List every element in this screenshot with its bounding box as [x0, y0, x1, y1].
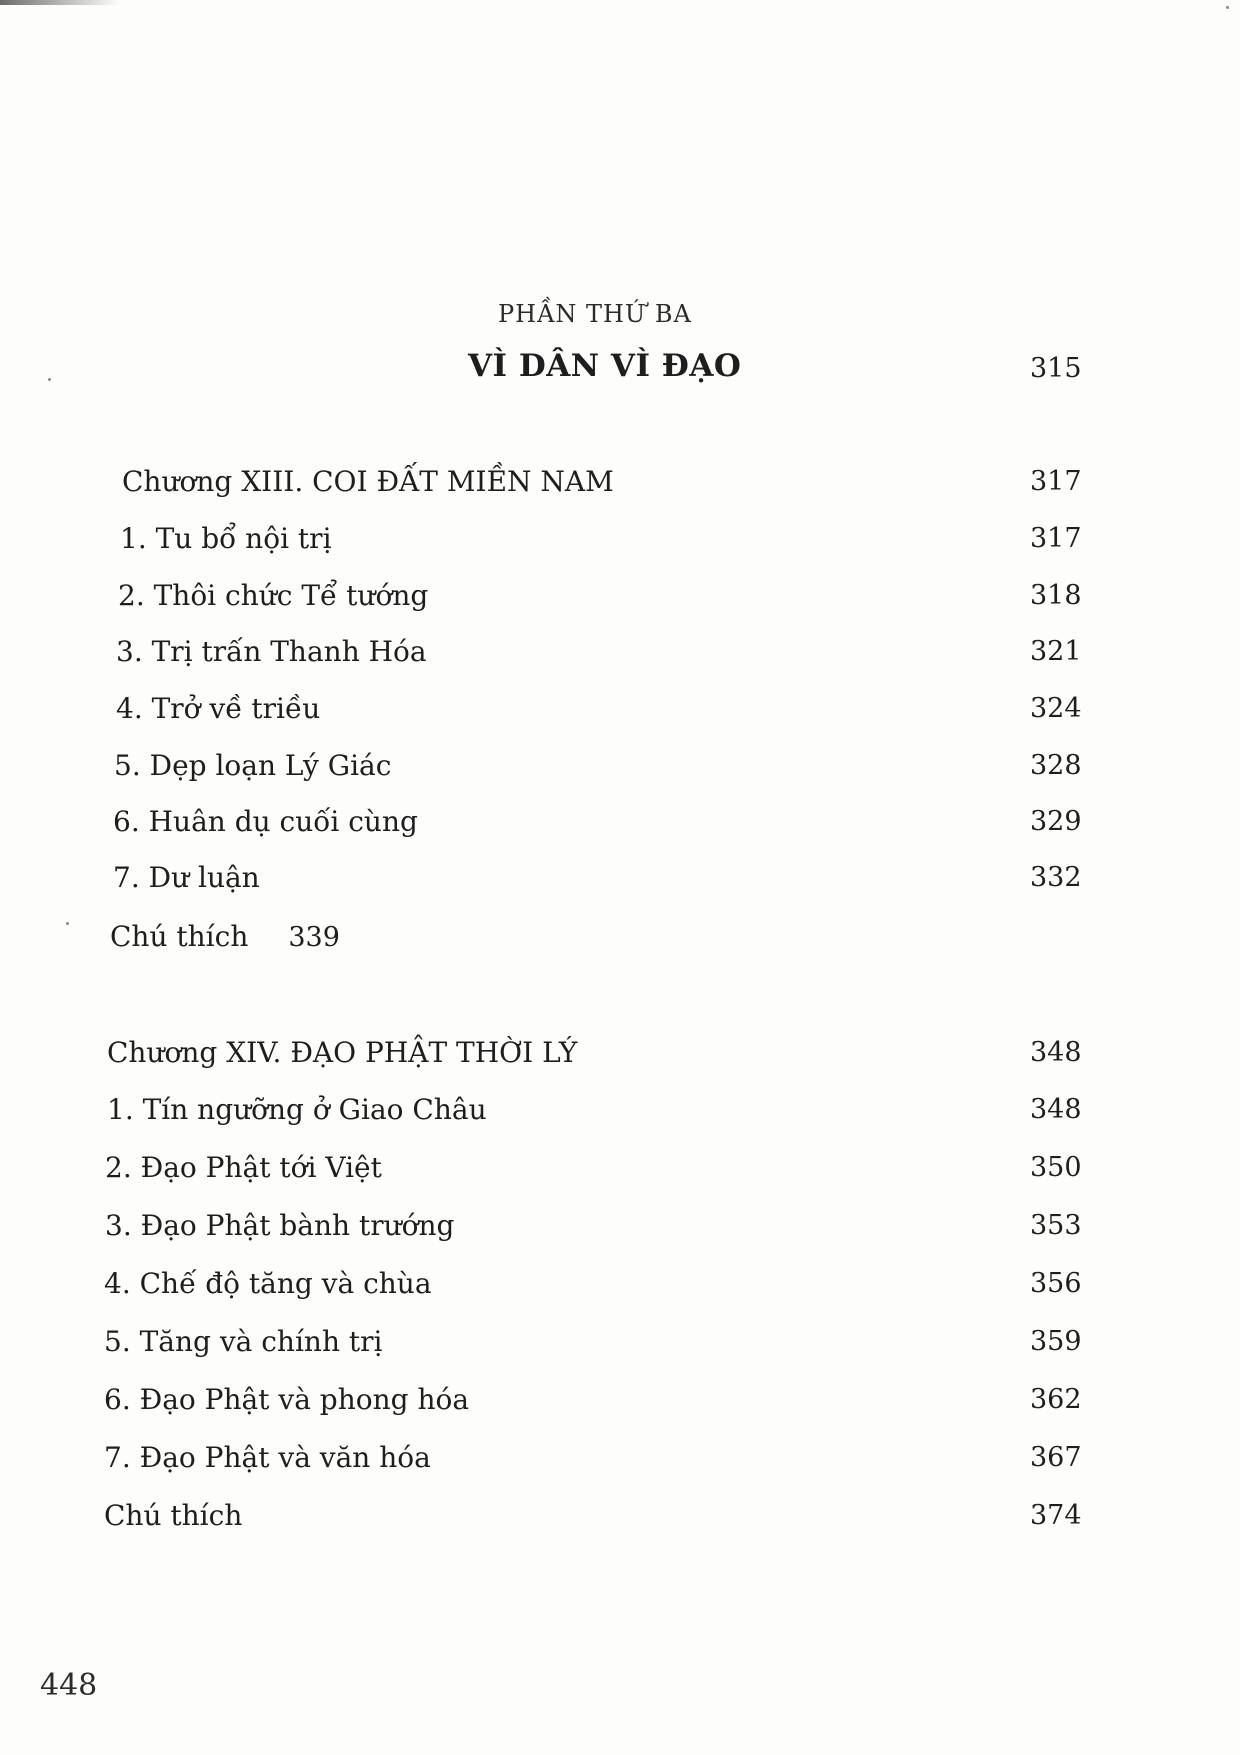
- toc-notes-label: Chú thích: [104, 1499, 243, 1532]
- page-number: 448: [40, 1668, 98, 1703]
- toc-entry-page: 350: [1030, 1152, 1082, 1183]
- toc-entry-page: 328: [1030, 750, 1082, 781]
- toc-entry: [113, 858, 1082, 898]
- toc-entry-page: 317: [1030, 523, 1082, 554]
- toc-entry-page: 359: [1030, 1326, 1082, 1357]
- toc-notes-page: 374: [1030, 1500, 1082, 1531]
- toc-entry-label: 4. Trở về triều: [116, 692, 321, 725]
- scan-edge-mark: [0, 0, 120, 5]
- chapter-title: Chương XIV. ĐẠO PHẬT THỜI LÝ: [107, 1036, 578, 1069]
- toc-entry-page: 362: [1030, 1384, 1082, 1415]
- toc-entry-label: 6. Huân dụ cuối cùng: [113, 805, 418, 838]
- toc-entry: [104, 1264, 1082, 1304]
- scan-speck: [48, 378, 51, 381]
- toc-entry: [120, 519, 1082, 559]
- chapter-title-row: [122, 462, 1082, 502]
- chapter-title-row: [107, 1033, 1082, 1073]
- toc-entry-page: 321: [1030, 636, 1082, 667]
- toc-entry-label: 6. Đạo Phật và phong hóa: [104, 1383, 470, 1416]
- toc-entry: [105, 1206, 1082, 1246]
- toc-entry-page: 356: [1030, 1268, 1082, 1299]
- toc-entry-label: 7. Đạo Phật và văn hóa: [104, 1441, 431, 1474]
- toc-entry-page: 318: [1030, 580, 1082, 611]
- part-label: PHẦN THỨ BA: [498, 300, 692, 328]
- toc-notes-entry: [104, 1496, 1082, 1536]
- toc-entry-label: 7. Dư luận: [113, 861, 260, 894]
- toc-entry-label: 5. Dẹp loạn Lý Giác: [114, 749, 392, 782]
- scan-speck: [66, 922, 69, 925]
- chapter-title: Chương XIII. COI ĐẤT MIỀN NAM: [122, 465, 614, 498]
- toc-entry-page: 367: [1030, 1442, 1082, 1473]
- part-page-number: 315: [1030, 353, 1082, 384]
- toc-entry: [104, 1380, 1082, 1420]
- toc-entry-label: 1. Tín ngưỡng ở Giao Châu: [107, 1093, 487, 1126]
- toc-entry: [116, 632, 1082, 672]
- toc-entry: [118, 576, 1082, 616]
- chapter-page-number: 348: [1030, 1037, 1082, 1068]
- toc-entry-label: 3. Đạo Phật bành trướng: [105, 1209, 455, 1242]
- toc-entry: [113, 802, 1082, 842]
- toc-entry: [104, 1438, 1082, 1478]
- toc-entry: [104, 1322, 1082, 1362]
- toc-entry-label: 1. Tu bổ nội trị: [120, 522, 332, 555]
- toc-entry-page: 348: [1030, 1094, 1082, 1125]
- scan-speck: [1226, 6, 1229, 9]
- toc-entry-label: 2. Thôi chức Tể tướng: [118, 579, 429, 612]
- toc-entry: [107, 1090, 1082, 1130]
- toc-entry-page: 324: [1030, 693, 1082, 724]
- part-title: VÌ DÂN VÌ ĐẠO: [468, 348, 742, 384]
- toc-notes-page: 339: [288, 922, 340, 953]
- toc-entry: [114, 746, 1082, 786]
- toc-entry-page: 332: [1030, 862, 1082, 893]
- toc-entry-label: 3. Trị trấn Thanh Hóa: [116, 635, 427, 668]
- toc-notes-entry: [110, 917, 710, 957]
- toc-entry-label: 2. Đạo Phật tới Việt: [105, 1151, 382, 1184]
- toc-entry: [105, 1148, 1082, 1188]
- toc-entry-page: 329: [1030, 806, 1082, 837]
- toc-entry-label: 5. Tăng và chính trị: [104, 1325, 383, 1358]
- toc-entry-label: 4. Chế độ tăng và chùa: [104, 1267, 432, 1300]
- toc-entry: [116, 689, 1082, 729]
- chapter-page-number: 317: [1030, 466, 1082, 497]
- toc-notes-label: Chú thích: [110, 920, 249, 953]
- toc-entry-page: 353: [1030, 1210, 1082, 1241]
